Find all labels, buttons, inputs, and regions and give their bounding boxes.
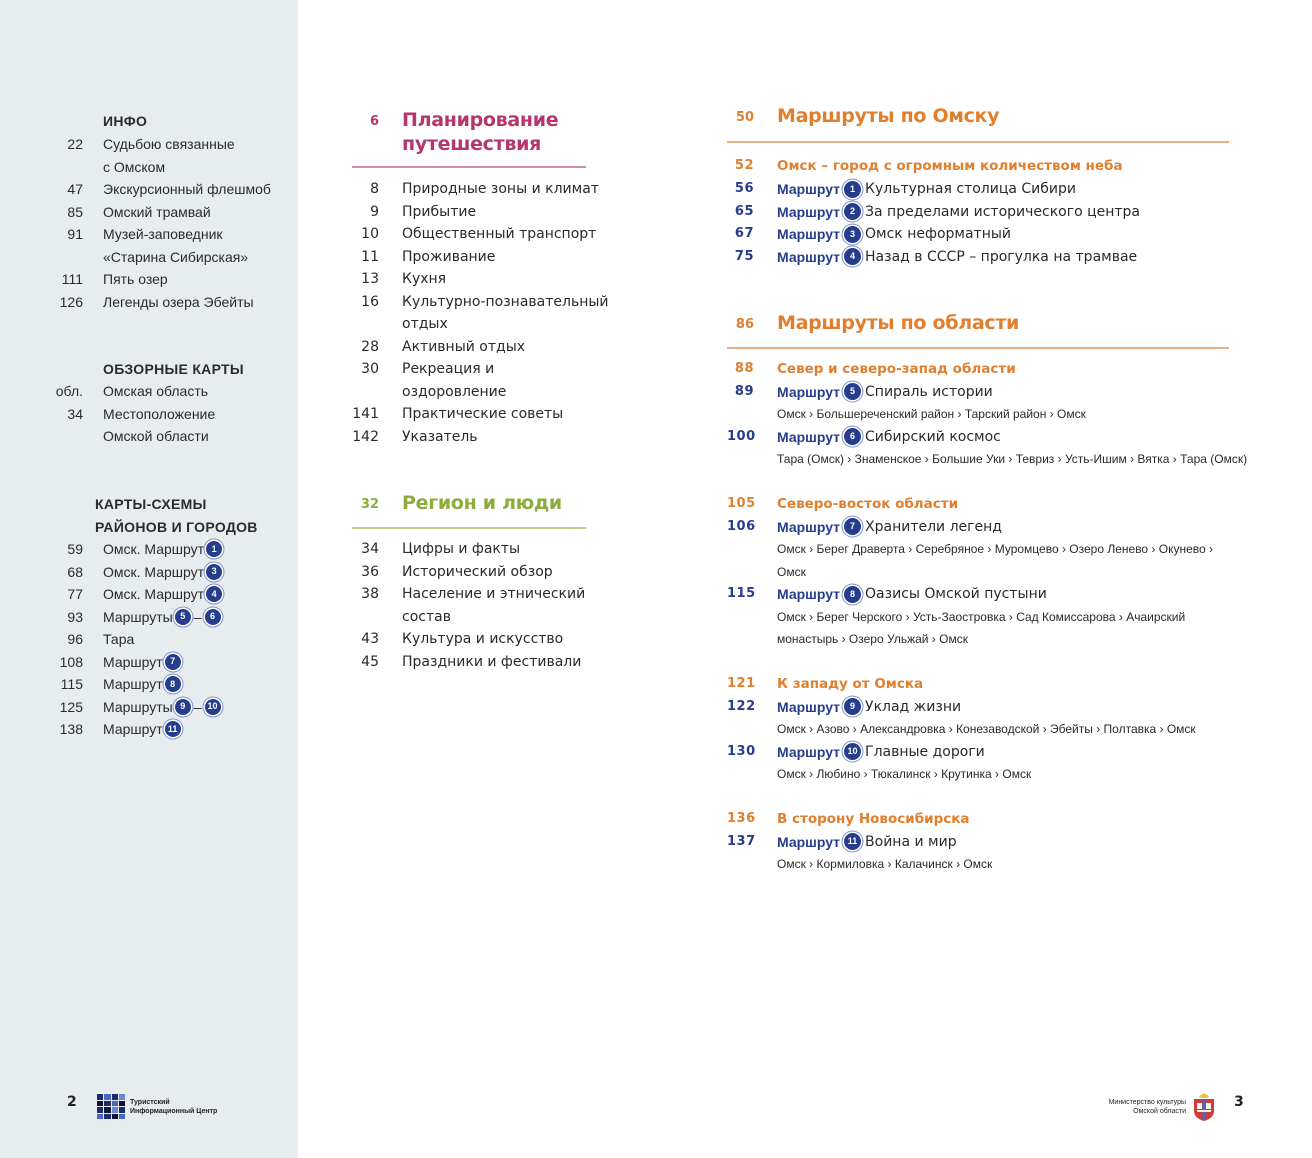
planning-divider — [352, 166, 586, 168]
entry-title: Культура и искусство — [402, 631, 564, 647]
route-entry[interactable] — [727, 831, 1229, 854]
toc-entry[interactable] — [352, 426, 592, 449]
route-entry[interactable] — [727, 516, 1229, 539]
entry-title: Омск. Маршрут — [103, 586, 205, 602]
sidebar-entry[interactable] — [0, 380, 298, 403]
entry-page-number: 85 — [67, 203, 83, 220]
entry-page-number: 43 — [361, 631, 379, 647]
route-label: Маршрут — [777, 833, 841, 850]
entry-title: Активный отдых — [402, 338, 526, 355]
entry-page-number: 111 — [61, 271, 83, 287]
route-page-number: 75 — [734, 248, 754, 264]
entry-page-number: 34 — [361, 541, 379, 557]
toc-entry[interactable] — [352, 223, 597, 246]
route-title-group — [777, 223, 1011, 246]
route-label: Маршрут — [777, 226, 841, 242]
route-name: Культурная столица Сибири — [865, 181, 1077, 197]
sidebar-entry[interactable] — [0, 425, 298, 448]
route-label: Маршрут — [777, 698, 841, 715]
subsection-title: Омск – город с огромным количеством неба — [777, 158, 1123, 174]
entry-title: Культурно-познавательный — [402, 293, 609, 310]
subsection-page-number: 121 — [727, 676, 756, 691]
route-title-group — [777, 741, 985, 764]
route-entry[interactable] — [727, 246, 1229, 269]
route-title-group — [777, 246, 1137, 269]
subsection-title: Северо-восток области — [777, 496, 959, 512]
region-subsection[interactable] — [727, 358, 1229, 381]
entry-title-group — [103, 561, 222, 584]
entry-page-number: 9 — [370, 203, 379, 220]
sidebar-entry[interactable] — [0, 156, 298, 179]
toc-entry[interactable] — [352, 358, 592, 381]
region-subsection[interactable] — [727, 673, 1229, 696]
region-routes-title[interactable]: Маршруты по области — [777, 312, 1020, 334]
entry-page-number: 36 — [361, 563, 379, 580]
entry-title: Маршруты — [103, 698, 173, 715]
route-page-number: 122 — [727, 698, 756, 714]
entry-title: Тара — [103, 631, 135, 647]
route-number-badge: 7 — [165, 654, 181, 670]
route-label: Маршрут — [777, 586, 841, 602]
entry-title-group — [103, 673, 181, 696]
toc-entry[interactable] — [352, 246, 592, 269]
entry-page-number: 38 — [361, 586, 379, 602]
toc-entry[interactable] — [352, 561, 592, 584]
toc-entry[interactable] — [352, 291, 609, 314]
omsk-routes-page-number[interactable]: 50 — [735, 110, 754, 125]
toc-entry[interactable] — [352, 538, 592, 561]
region-subsection[interactable] — [727, 493, 1229, 516]
route-page-number: 130 — [727, 743, 756, 759]
route-entry[interactable] — [727, 583, 1229, 606]
scheme-map-entry[interactable] — [0, 651, 298, 674]
entry-title: Указатель — [402, 428, 478, 445]
route-name: Главные дороги — [865, 743, 985, 760]
entry-title-group — [103, 538, 222, 561]
scheme-map-entry[interactable] — [0, 718, 298, 741]
ministry-text-block — [1109, 1098, 1186, 1116]
entry-title: с Омском — [103, 158, 166, 175]
omsk-subsection[interactable] — [727, 155, 1229, 178]
toc-entry[interactable] — [352, 651, 592, 674]
route-name: За пределами исторического центра — [865, 203, 1141, 220]
route-entry[interactable] — [727, 201, 1229, 224]
toc-entry[interactable] — [352, 178, 599, 201]
route-page-number: 137 — [727, 833, 756, 849]
route-number-badge: 11 — [844, 833, 861, 850]
entry-page-number: 93 — [67, 608, 83, 625]
toc-entry[interactable] — [352, 628, 592, 651]
route-path: Омск — [777, 564, 806, 579]
route-name: Война и мир — [865, 833, 957, 850]
route-page-number: 67 — [734, 226, 754, 241]
entry-title-group — [103, 606, 221, 629]
scheme-map-entry[interactable] — [0, 606, 298, 629]
route-page-number: 65 — [734, 203, 754, 219]
logo-text-line2: Информационный Центр — [130, 1107, 218, 1115]
scheme-map-entry[interactable] — [0, 583, 298, 606]
route-path: Тара (Омск) › Знаменское › Большие Уки › Тевриз › Усть-Ишим › Вятка › Тара (Омск) — [777, 452, 1248, 466]
route-label: Маршрут — [777, 181, 841, 197]
entry-title: Цифры и факты — [402, 541, 521, 557]
planning-title-line2[interactable]: путешествия — [402, 133, 541, 155]
scheme-map-entry[interactable] — [0, 673, 298, 696]
route-title-group — [777, 831, 957, 854]
region-title[interactable]: Регион и люди — [402, 492, 562, 514]
route-name: Оазисы Омской пустыни — [865, 586, 1047, 602]
entry-title: Маршрут — [103, 676, 163, 692]
entry-page-number: 96 — [67, 631, 83, 647]
entry-title: Омский трамвай — [103, 203, 211, 220]
entry-page-number: 47 — [67, 181, 83, 197]
entry-page-number: 30 — [361, 361, 379, 377]
toc-entry[interactable] — [352, 336, 592, 359]
route-number-badge: 1 — [206, 541, 222, 557]
region-routes-divider — [727, 347, 1229, 349]
entry-page-number: 34 — [67, 405, 83, 422]
route-entry[interactable] — [727, 741, 1229, 764]
entry-title: состав — [402, 608, 451, 625]
entry-page-number: 59 — [67, 541, 83, 557]
route-name: Хранители легенд — [865, 518, 1002, 535]
route-entry[interactable] — [727, 696, 1229, 719]
subsection-page-number: 105 — [727, 496, 756, 511]
sidebar-entry[interactable] — [0, 223, 298, 246]
scheme-maps-title-line2: РАЙОНОВ И ГОРОДОВ — [95, 519, 258, 535]
entry-page-number: 141 — [352, 406, 379, 422]
entry-title-group — [103, 651, 181, 674]
subsection-page-number: 88 — [734, 361, 754, 376]
route-name: Назад в СССР – прогулка на трамвае — [865, 248, 1138, 265]
entry-page-number: 16 — [361, 293, 379, 310]
entry-title: Омск. Маршрут — [103, 541, 205, 557]
entry-page-number: 28 — [361, 338, 379, 355]
scheme-map-entry[interactable] — [0, 696, 298, 719]
route-entry[interactable] — [727, 426, 1229, 449]
entry-page-number: 77 — [67, 586, 83, 602]
entry-page-number: 45 — [361, 653, 379, 670]
sidebar-entry[interactable] — [0, 403, 298, 426]
entry-title: «Старина Сибирская» — [103, 248, 249, 265]
route-page-number: 56 — [734, 181, 754, 196]
route-label: Маршрут — [777, 518, 841, 535]
entry-title: Маршрут — [103, 653, 163, 670]
sidebar-entry[interactable] — [0, 246, 298, 269]
scheme-map-entry[interactable] — [0, 538, 298, 561]
route-name: Омск неформатный — [865, 226, 1012, 242]
route-title-group — [777, 201, 1140, 224]
sidebar-entry[interactable] — [0, 178, 298, 201]
planning-title-line1[interactable]: Планирование — [402, 109, 559, 131]
route-number-badge: 7 — [844, 518, 861, 535]
route-path: Омск › Берег Драверта › Серебряное › Муромцево › Озеро Ленево › Окунево › — [777, 542, 1214, 556]
route-label: Маршрут — [777, 743, 841, 760]
subsection-title: В сторону Новосибирска — [777, 811, 970, 827]
scheme-map-entry[interactable] — [0, 561, 298, 584]
entry-title: отдых — [402, 316, 448, 332]
ministry-text-line2: Омской области — [1133, 1108, 1186, 1115]
sidebar-entry[interactable] — [0, 268, 298, 291]
entry-page-number: 8 — [370, 181, 379, 197]
page-number-right: 3 — [1234, 1094, 1244, 1110]
scheme-maps-title-line1: КАРТЫ-СХЕМЫ — [95, 496, 207, 512]
sidebar-entry[interactable] — [0, 133, 298, 156]
tourist-info-center-logo — [97, 1094, 217, 1119]
route-entry[interactable] — [727, 381, 1229, 404]
entry-title: Рекреация и — [402, 361, 495, 377]
region-routes-page-number[interactable]: 86 — [735, 317, 754, 332]
route-number-badge: 9 — [844, 698, 861, 715]
entry-title: Кухня — [402, 271, 447, 287]
route-name: Спираль истории — [865, 383, 993, 400]
route-path: монастырь › Озеро Ульжай › Омск — [777, 632, 968, 646]
route-label: Маршрут — [777, 203, 841, 220]
route-label: Маршрут — [777, 383, 841, 400]
entry-title-group — [103, 628, 134, 651]
route-page-number: 106 — [727, 518, 756, 534]
route-title-group — [777, 426, 1001, 449]
ministry-logo — [1090, 1093, 1216, 1121]
entry-title: Практические советы — [402, 406, 564, 422]
left-page-sidebar — [0, 0, 298, 1158]
toc-entry[interactable] — [352, 583, 592, 606]
entry-title: Омской области — [103, 428, 209, 444]
route-number-badge: 3 — [206, 564, 222, 580]
entry-page-number: 108 — [59, 653, 83, 670]
subsection-title: Север и северо-запад области — [777, 361, 1016, 377]
region-divider — [352, 527, 586, 529]
entry-title-group — [103, 718, 181, 741]
entry-title: Исторический обзор — [402, 563, 553, 580]
range-dash: – — [193, 608, 202, 625]
entry-page-number: 115 — [60, 676, 83, 692]
ministry-text-line1: Министерство культуры — [1108, 1099, 1186, 1106]
tic-logo-icon — [97, 1094, 125, 1119]
toc-entry[interactable] — [352, 201, 592, 224]
entry-page-number: обл. — [55, 383, 83, 399]
entry-title: Омск. Маршрут — [103, 563, 205, 580]
range-dash: – — [193, 698, 202, 715]
route-path: Омск › Кормиловка › Калачинск › Омск — [777, 857, 993, 871]
entry-title: Легенды озера Эбейты — [103, 293, 254, 310]
region-page-number[interactable]: 32 — [360, 497, 379, 512]
info-section-title: ИНФО — [103, 113, 148, 129]
route-entry[interactable] — [727, 178, 1229, 201]
route-number-badge: 5 — [175, 609, 191, 625]
route-title-group — [777, 178, 1076, 201]
overview-maps-title: ОБЗОРНЫЕ КАРТЫ — [103, 361, 244, 377]
omsk-routes-title[interactable]: Маршруты по Омску — [777, 105, 1000, 127]
route-number-badge: 3 — [844, 226, 861, 243]
route-number-badge: 9 — [175, 699, 191, 715]
toc-entry[interactable] — [352, 268, 592, 291]
subsection-title: К западу от Омска — [777, 676, 924, 692]
subsection-page-number: 136 — [727, 811, 756, 826]
entry-title: Население и этнический — [402, 586, 586, 602]
route-title-group — [777, 696, 961, 719]
entry-page-number: 126 — [59, 293, 83, 310]
route-number-badge: 4 — [206, 586, 222, 602]
route-number-badge: 10 — [205, 699, 221, 715]
route-number-badge: 4 — [844, 248, 861, 265]
entry-title: Пять озер — [103, 271, 168, 287]
route-label: Маршрут — [777, 428, 841, 445]
route-number-badge: 6 — [844, 428, 861, 445]
route-number-badge: 11 — [165, 721, 181, 737]
route-path: Омск › Азово › Александровка › Конезаводской › Эбейты › Полтавка › Омск — [777, 722, 1196, 736]
entry-title: Судьбою связанные — [103, 136, 235, 152]
entry-page-number: 125 — [59, 698, 83, 715]
route-number-badge: 6 — [205, 609, 221, 625]
scheme-map-entry[interactable] — [0, 628, 298, 651]
route-title-group — [777, 516, 1002, 539]
toc-entry[interactable] — [352, 403, 592, 426]
entry-page-number: 22 — [67, 136, 83, 152]
entry-title: Общественный транспорт — [402, 226, 597, 242]
route-title-group — [777, 583, 1047, 606]
toc-entry[interactable] — [352, 381, 592, 404]
route-number-badge: 5 — [844, 383, 861, 400]
entry-title: оздоровление — [402, 383, 507, 400]
route-number-badge: 8 — [165, 676, 181, 692]
entry-title: Омская область — [103, 383, 209, 399]
logo-text-block — [130, 1098, 217, 1116]
entry-page-number: 10 — [361, 226, 379, 242]
route-path: Омск › Большереченский район › Тарский район › Омск — [777, 407, 1086, 421]
entry-title: Маршрут — [103, 721, 163, 737]
route-number-badge: 10 — [844, 743, 861, 760]
entry-page-number: 68 — [67, 563, 83, 580]
route-entry[interactable] — [727, 223, 1229, 246]
subsection-page-number: 52 — [734, 158, 754, 173]
omsk-coat-of-arms-icon — [1192, 1093, 1216, 1121]
entry-title-group — [103, 696, 221, 719]
sidebar-entry[interactable] — [0, 291, 298, 314]
toc-entry[interactable] — [352, 606, 592, 629]
entry-page-number: 91 — [67, 226, 83, 242]
page-number-left: 2 — [67, 1094, 77, 1110]
toc-entry[interactable] — [352, 313, 592, 336]
entry-title: Музей-заповедник — [103, 226, 223, 242]
entry-title: Экскурсионный флешмоб — [103, 181, 271, 197]
route-number-badge: 2 — [844, 203, 861, 220]
planning-page-number[interactable]: 6 — [369, 114, 379, 129]
logo-text-line1: Туристский — [130, 1098, 170, 1106]
route-label: Маршрут — [777, 248, 841, 265]
entry-title: Маршруты — [103, 608, 173, 625]
route-title-group — [777, 381, 993, 404]
region-subsection[interactable] — [727, 808, 1229, 831]
route-page-number: 115 — [727, 586, 756, 601]
route-page-number: 100 — [727, 428, 756, 444]
entry-title: Природные зоны и климат — [402, 181, 599, 197]
route-name: Сибирский космос — [865, 428, 1001, 445]
omsk-routes-divider — [727, 141, 1229, 143]
route-page-number: 89 — [734, 383, 754, 399]
entry-title: Местоположение — [103, 405, 216, 422]
route-path: Омск › Любино › Тюкалинск › Крутинка › Омск — [777, 767, 1032, 781]
entry-page-number: 11 — [361, 248, 379, 265]
route-number-badge: 1 — [844, 181, 861, 198]
route-name: Уклад жизни — [865, 698, 962, 715]
route-path: Омск › Берег Черского › Усть-Заостровка › Сад Комиссарова › Ачаирский — [777, 609, 1186, 624]
route-number-badge: 8 — [844, 586, 861, 603]
entry-title: Праздники и фестивали — [402, 653, 582, 670]
entry-page-number: 142 — [352, 428, 379, 445]
entry-title-group — [103, 583, 222, 606]
entry-page-number: 138 — [59, 721, 83, 737]
entry-page-number: 13 — [361, 271, 379, 287]
sidebar-entry[interactable] — [0, 201, 298, 224]
entry-title: Проживание — [402, 248, 496, 265]
entry-title: Прибытие — [402, 203, 477, 220]
